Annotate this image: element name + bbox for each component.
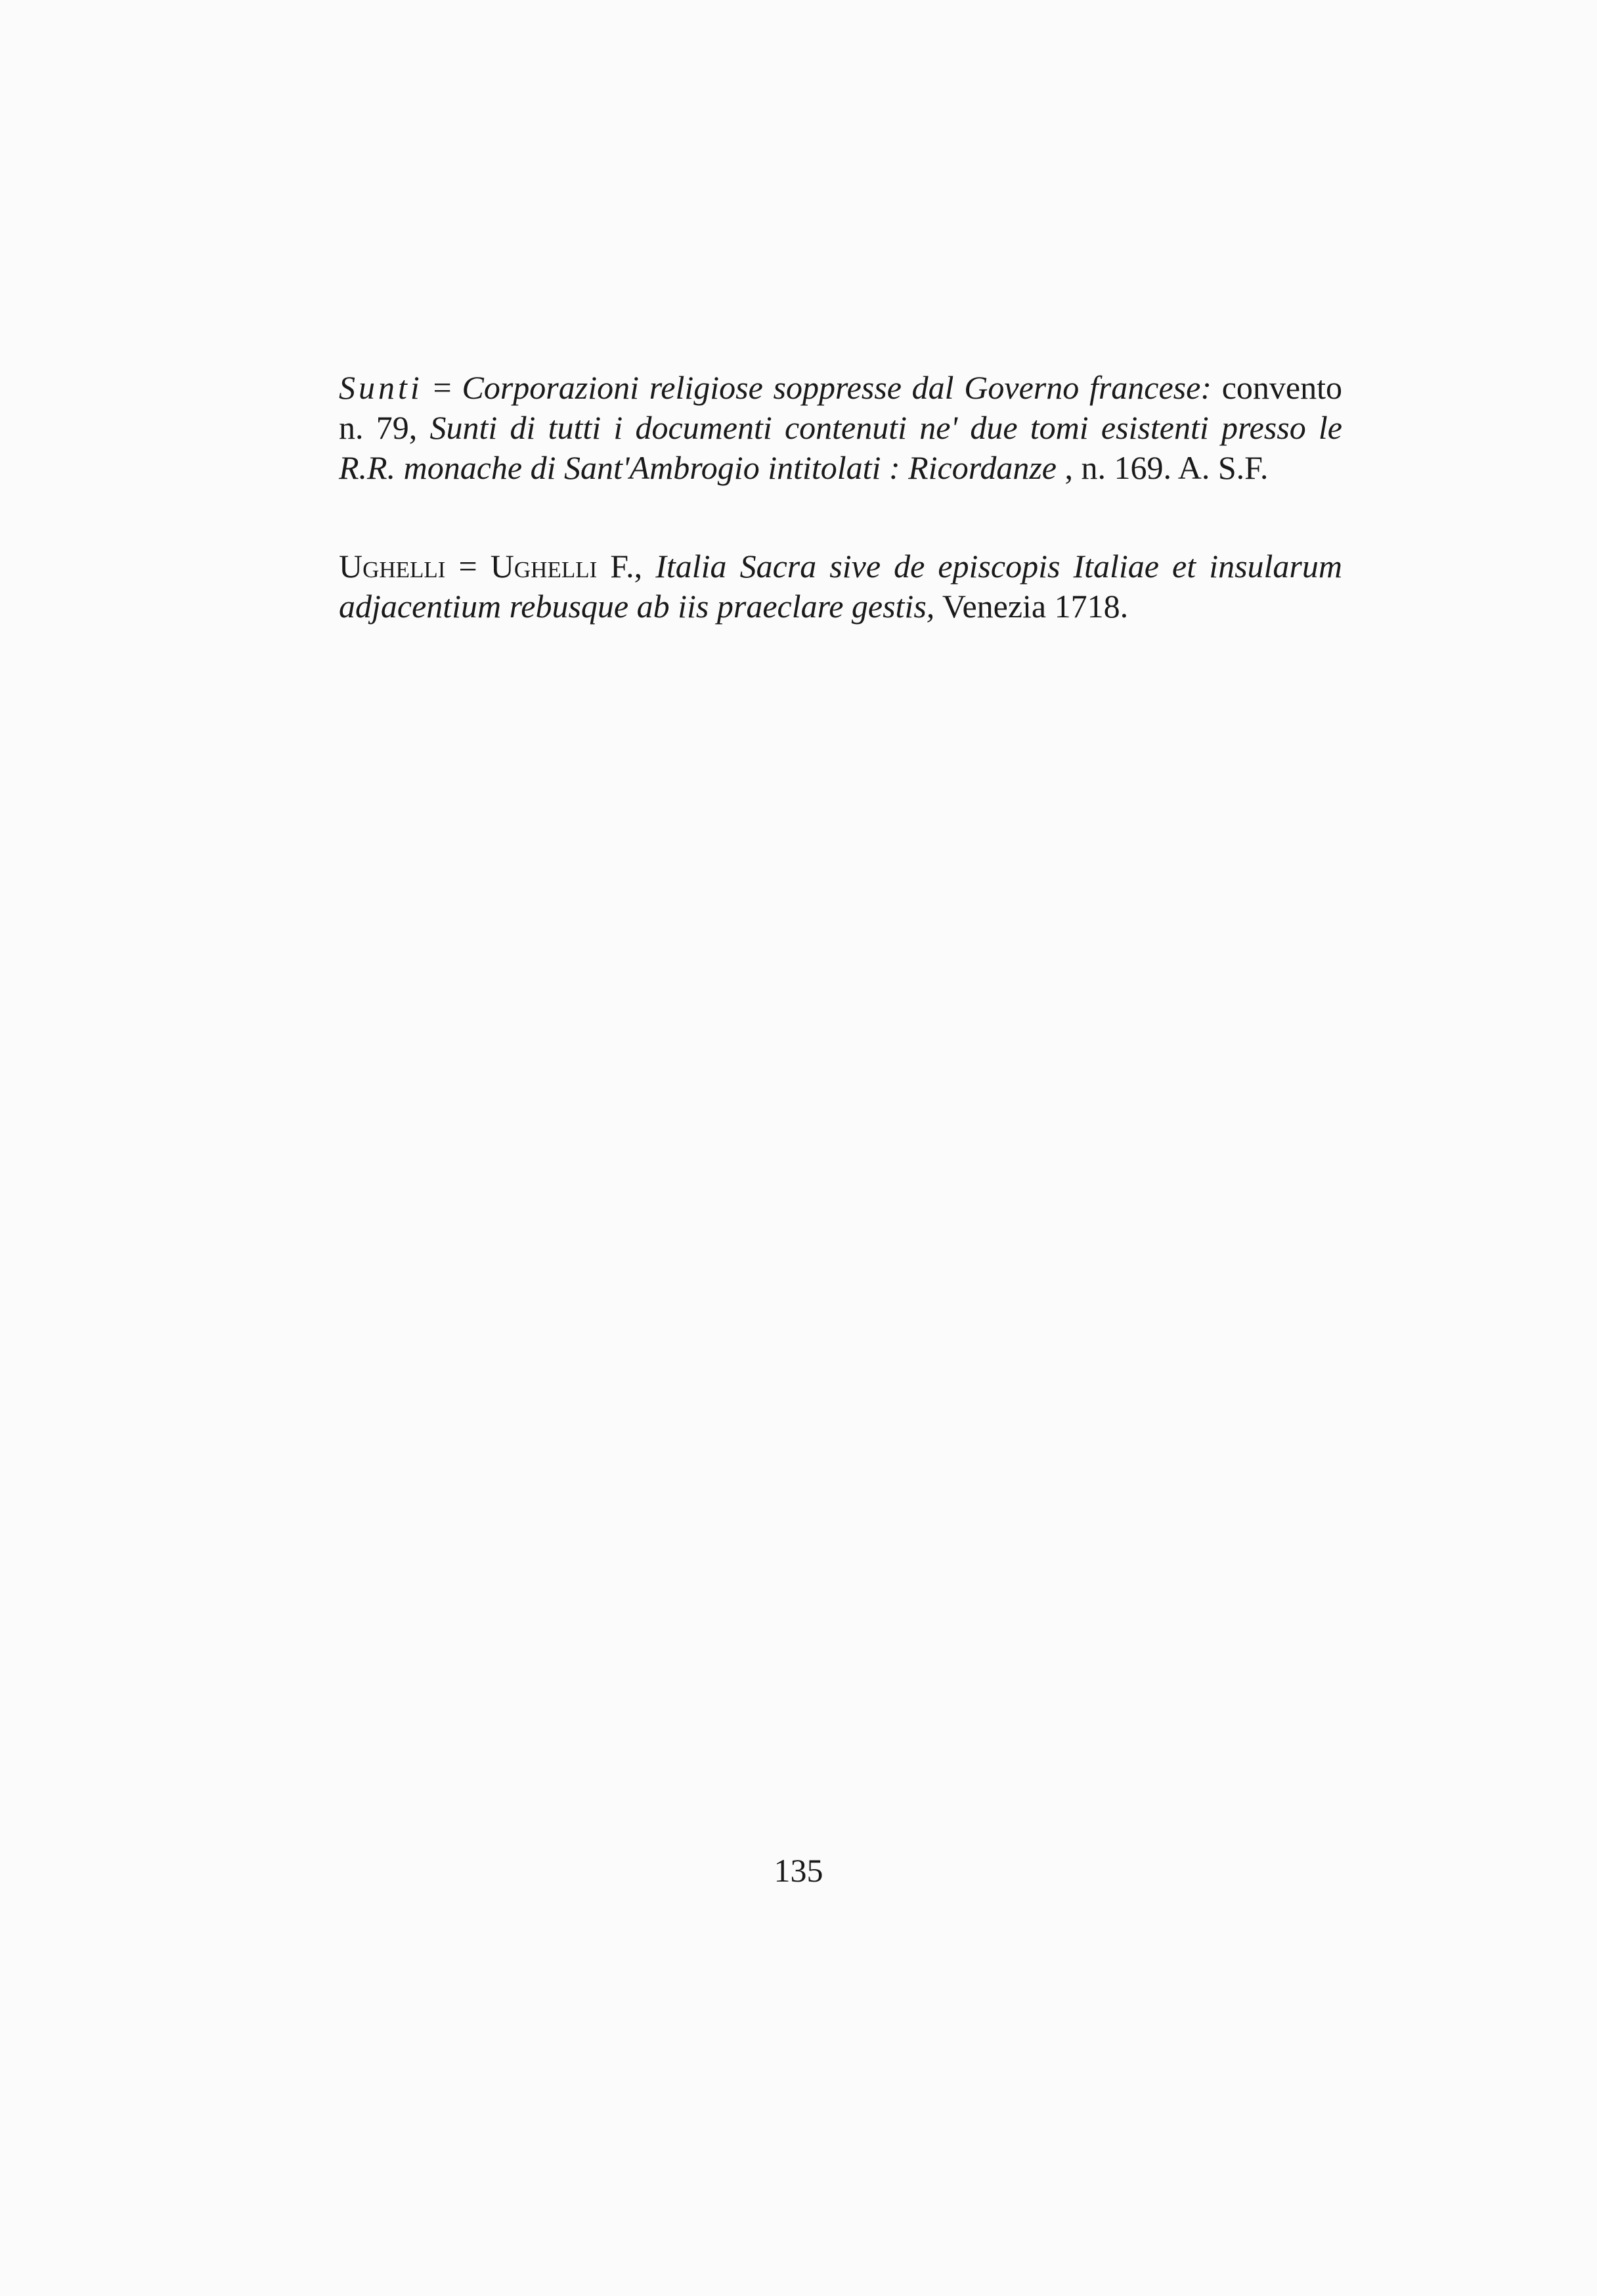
entry-key: Sunti [339, 369, 423, 406]
equals-sign: = [422, 369, 462, 406]
entry-title: Sunti di tutti i documenti contenuti ne' due tomi esistenti presso le R.R. monache di Sant'Ambrogio intitolati : Ricordanze [339, 409, 1342, 486]
entry-description: Corporazioni religiose soppresse dal Governo francese: [462, 369, 1212, 406]
entry-reference: , n. 169. A. S.F. [1056, 449, 1269, 486]
page-number: 135 [774, 1852, 823, 1889]
bibliography-entry-ughelli [339, 546, 1342, 627]
equals-sign: = [445, 548, 491, 585]
entry-location: convento n. 79, [339, 369, 1343, 446]
entry-key: Ughelli [339, 548, 446, 585]
entry-publication: Venezia 1718. [934, 588, 1129, 625]
entry-text [339, 368, 1342, 488]
entry-separator: , [634, 548, 656, 585]
entry-text [339, 546, 1342, 627]
entry-title: Italia Sacra sive de episcopis Italiae et insularum adjacentium rebusque ab iis praeclare gestis, [339, 548, 1343, 625]
bibliography-entry-sunti [339, 368, 1342, 488]
entry-author: Ughelli F. [490, 548, 634, 585]
